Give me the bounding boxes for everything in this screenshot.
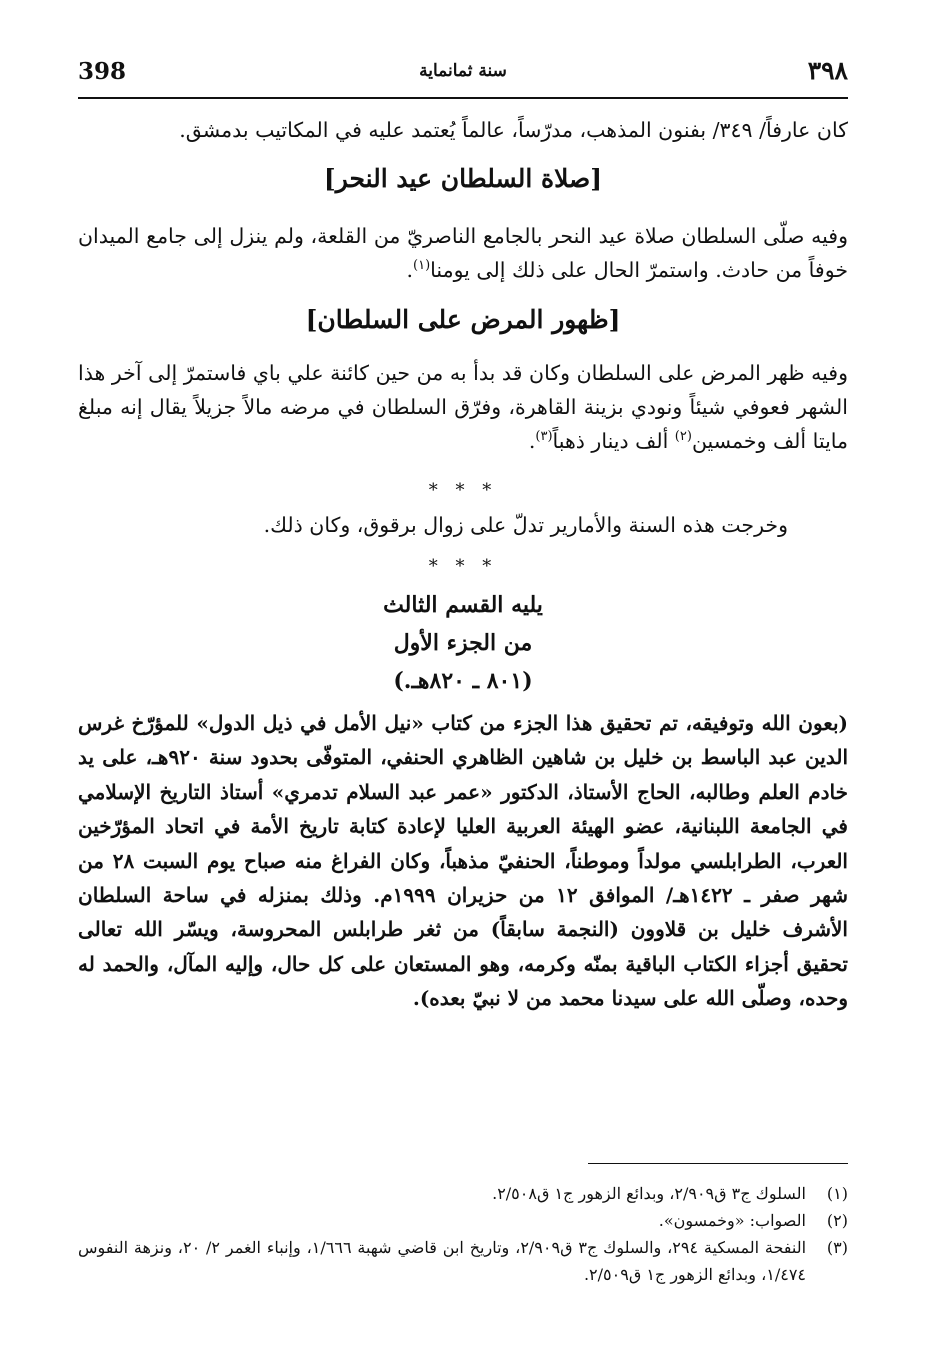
footnote-number: (٣) [826,1238,848,1257]
eid-prayer-paragraph [78,219,848,287]
page-header [78,58,848,98]
footnote-text: السلوك ج٣ ق٢/٩٠٩، وبدائع الزهور ج١ ق٢/٥٠٨. [492,1184,806,1203]
separator-stars-2: * * * [428,556,498,577]
intro-paragraph: كان عارفاً/ ٣٤٩/ بفنون المذهب، مدرّساً، عالماً يُعتمد عليه في المكاتيب بدمشق. [179,118,848,142]
continuation-line-3: (٨٠١ ـ ٨٢٠هـ.) [393,668,533,694]
continuation-line-2: من الجزء الأول [393,630,533,656]
footnote-ref-1: (١) [413,258,431,274]
header-rule [78,97,848,99]
sultan-illness-end: . [528,429,536,453]
separator-stars-1: * * * [428,480,498,501]
sultan-illness-text: وفيه ظهر المرض على السلطان وكان قد بدأ به من حين كائنة علي باي فاستمرّ إلى آخر هذا الشهر فعوفي شيئاً ونودي بزينة القاهرة، وفرّق السلطان في مرضه مالاً جزيلاً يقال إنه مبلغ مايتا ألف وخمسين [78,361,848,453]
eid-prayer-text: وفيه صلّى السلطان صلاة عيد النحر بالجامع الناصريّ من القلعة، ولم ينزل إلى جامع الميدان خوفاً من حادث. واستمرّ الحال على ذلك إلى يومنا [78,224,848,282]
footnote-rule [588,1163,848,1164]
colophon-paragraph: (بعون الله وتوفيقه، تم تحقيق هذا الجزء من كتاب «نيل الأمل في ذيل الدول» للمؤرّخ غرس الدين عبد الباسط بن خليل بن شاهين الظاهري الحنفي، المتوفّى بحدود سنة ٩٢٠هـ، على يد خادم العلم وطالبه، الحاج الأستاذ، الدكتور «عمر عبد السلام تدمري» أستاذ التاريخ الإسلامي في الجامعة اللبنانية، عضو الهيئة العربية العليا لإعادة كتابة تاريخ الأمة في اتحاد المؤرّخين العرب، الطرابلسي مولداً وموطناً، الحنفيّ مذهباً، وكان الفراغ منه صباح يوم السبت ٢٨ من شهر صفر ـ ١٤٢٢هـ/ الموافق ١٢ من حزيران ١٩٩٩م. وذلك بمنزله في ساحة السلطان الأشرف خليل بن قلاوون (النجمة سابقاً) من ثغر طرابلس المحروسة، ويسّر الله تعالى تحقيق أجزاء الكتاب الباقية بمنّه وكرمه، وهو المستعان على كل حال، وإليه المآل، والحمد له وحده، وصلّى الله على سيدنا محمد من لا نبيّ بعده). [78,711,848,1011]
footnote-2 [78,1207,848,1234]
footnote-ref-3: (٣) [535,429,553,445]
footnote-number: (١) [826,1184,848,1203]
footnote-1 [78,1180,848,1207]
section-heading-sultan-illness: [ظهور المرض على السلطان] [305,305,621,334]
sultan-illness-paragraph [78,356,848,458]
section-heading-eid-prayer: [صلاة السلطان عيد النحر] [323,164,603,193]
footnote-number: (٢) [826,1211,848,1230]
eid-prayer-end: . [406,258,414,282]
page-number-latin: 398 [78,58,127,85]
footnote-ref-2: (٢) [674,429,692,445]
footnote-3 [78,1234,848,1288]
sultan-illness-text-middle: ألف دينار ذهباً [552,429,675,453]
footnote-text: الصواب: «وخمسون». [658,1211,806,1230]
footnote-text: النفحة المسكية ٢٩٤، والسلوك ج٣ ق٢/٩٠٩، وتاريخ ابن قاضي شهبة ١/٦٦٦، وإنباء الغمر ٢/ ٢٠، ونزهة النفوس ١/٤٧٤، وبدائع الزهور ج١ ق٢/٥٠٩. [78,1238,807,1284]
astrology-paragraph: وخرجت هذه السنة والأمارير تدلّ على زوال برقوق، وكان ذلك. [263,513,788,537]
footnotes [78,1180,848,1288]
page-number-arabic: ٣٩٨ [807,56,848,85]
running-title: سنة ثمانماية [419,61,507,81]
continuation-line-1: يليه القسم الثالث [383,592,543,618]
